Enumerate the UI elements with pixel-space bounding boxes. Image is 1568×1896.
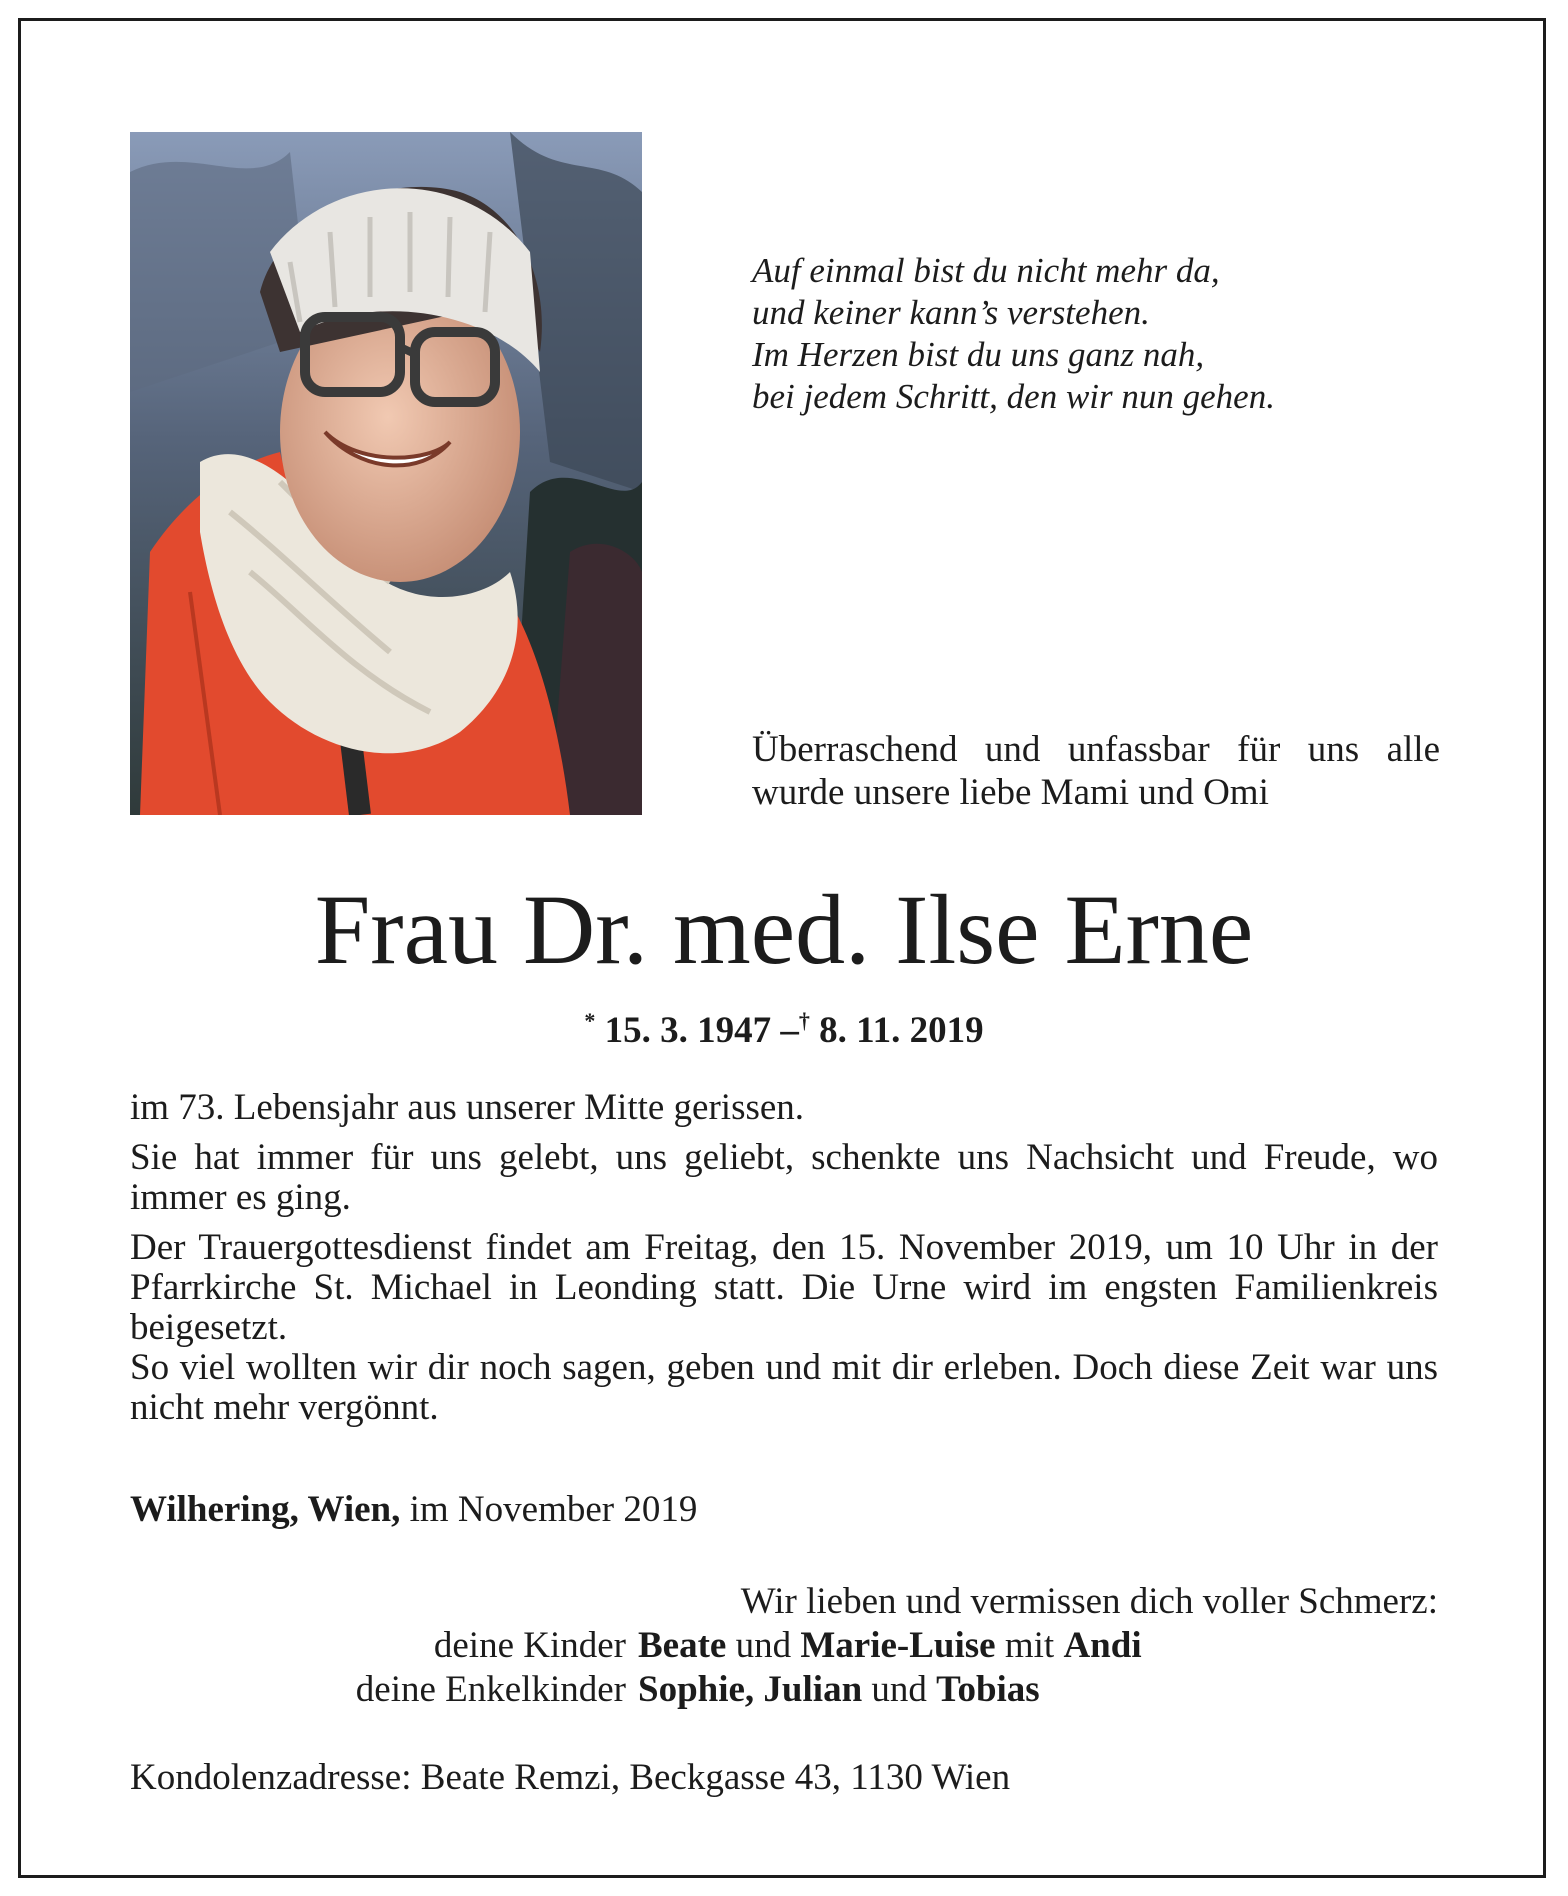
birth-date: 15. 3. 1947 – [604, 1010, 799, 1051]
partner-name: Andi [1063, 1625, 1142, 1666]
conjunction: und [735, 1625, 792, 1666]
poem-line: und keiner kann’s verstehen. [752, 293, 1150, 332]
body-paragraph: im 73. Lebensjahr aus unserer Mitte gerissen. [130, 1087, 805, 1128]
grandchild-name: Tobias [936, 1669, 1040, 1710]
place-location: Wilhering, Wien, [130, 1489, 401, 1530]
grandchildren-label: deine Enkelkinder [355, 1669, 626, 1710]
mourning-line: Wir lieben und vermissen dich voller Schmerz: [740, 1581, 1438, 1622]
grandchild-names: Sophie, Julian [638, 1669, 863, 1710]
grandchildren-names [638, 1668, 1040, 1712]
birth-symbol: * [584, 1008, 596, 1033]
body-paragraph: Sie hat immer für uns gelebt, uns geliebt, schenkte uns Nachsicht und Freude, wo immer es ging. [130, 1137, 1438, 1218]
condolence-address: Kondolenzadresse: Beate Remzi, Beckgasse 43, 1130 Wien [130, 1757, 1011, 1798]
poem [752, 250, 1452, 418]
conjunction: mit [1004, 1625, 1055, 1666]
death-symbol: † [798, 1008, 810, 1033]
death-date: 8. 11. 2019 [819, 1010, 984, 1051]
poem-line: bei jedem Schritt, den wir nun gehen. [752, 377, 1275, 416]
announcement-body [130, 1088, 1438, 1438]
family-list [130, 1624, 1438, 1712]
place-date [130, 1488, 697, 1532]
children-label: deine Kinder [433, 1625, 626, 1666]
poem-line: Im Herzen bist du uns ganz nah, [752, 335, 1205, 374]
body-paragraph: Der Trauergottesdienst findet am Freitag, den 15. November 2019, um 10 Uhr in der Pfarrkirche St. Michael in Leonding statt. Die Urne wird im engsten Familienkreis beigesetzt. [130, 1227, 1438, 1348]
children-names [638, 1624, 1142, 1668]
grandchildren-row [130, 1668, 1438, 1712]
children-row [130, 1624, 1438, 1668]
life-dates [0, 998, 1568, 1054]
place-date-text: im November 2019 [409, 1489, 698, 1530]
conjunction: und [871, 1669, 927, 1710]
portrait-photo [130, 132, 642, 815]
deceased-name: Frau Dr. med. Ilse Erne [314, 874, 1254, 985]
intro-text: Überraschend und unfassbar für uns alle wurde unsere liebe Mami und Omi [752, 729, 1440, 813]
body-paragraph: So viel wollten wir dir noch sagen, geben und mit dir erleben. Doch diese Zeit war uns nicht mehr vergönnt. [130, 1347, 1438, 1428]
child-name: Beate [638, 1625, 727, 1666]
child-name: Marie-Luise [800, 1625, 996, 1666]
poem-line: Auf einmal bist du nicht mehr da, [752, 251, 1220, 290]
